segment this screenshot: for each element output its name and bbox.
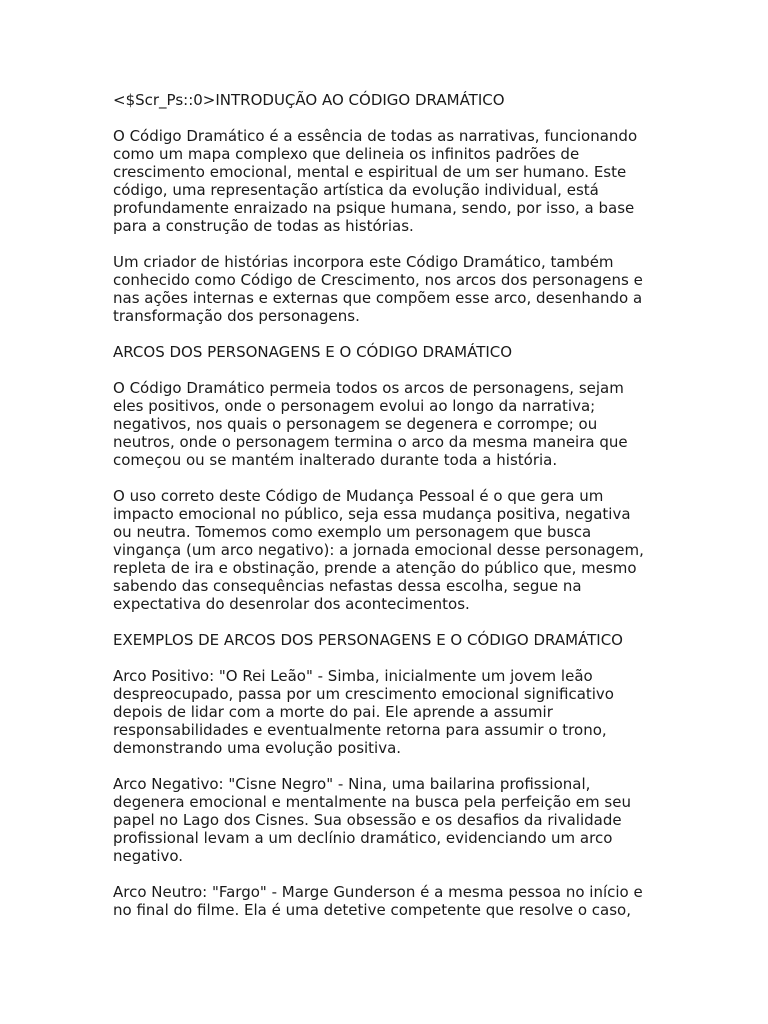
text-line: crescimento emocional, mental e espiritual de um ser humano. Este — [113, 163, 627, 181]
section-heading-introducao — [113, 91, 653, 109]
text-line: no final do filme. Ela é uma detetive competente que resolve o caso, — [113, 901, 632, 919]
text-line: nas ações internas e externas que compõem esse arco, desenhando a — [113, 289, 643, 307]
document-page — [113, 91, 653, 937]
paragraph-arco-negativo — [113, 775, 653, 865]
text-line: ou neutra. Tomemos como exemplo um personagem que busca — [113, 523, 592, 541]
section-heading-exemplos — [113, 631, 653, 649]
text-line: ARCOS DOS PERSONAGENS E O CÓDIGO DRAMÁTICO — [113, 343, 513, 361]
text-line: Arco Positivo: "O Rei Leão" - Simba, inicialmente um jovem leão — [113, 667, 593, 685]
paragraph-criador-historias — [113, 253, 653, 325]
text-line: impacto emocional no público, seja essa mudança positiva, negativa — [113, 505, 631, 523]
text-line: negativo. — [113, 847, 184, 865]
text-line: papel no Lago dos Cisnes. Sua obsessão e os desafios da rivalidade — [113, 811, 622, 829]
text-line: Arco Neutro: "Fargo" - Marge Gunderson é a mesma pessoa no início e — [113, 883, 643, 901]
paragraph-arco-neutro — [113, 883, 653, 919]
text-line: O uso correto deste Código de Mudança Pessoal é o que gera um — [113, 487, 604, 505]
text-line: degenera emocional e mentalmente na busca pela perfeição em seu — [113, 793, 631, 811]
paragraph-uso-correto — [113, 487, 653, 613]
text-line: conhecido como Código de Crescimento, nos arcos dos personagens e — [113, 271, 643, 289]
text-line: responsabilidades e eventualmente retorna para assumir o trono, — [113, 721, 607, 739]
text-line: <$Scr_Ps::0>INTRODUÇÃO AO CÓDIGO DRAMÁTICO — [113, 91, 505, 109]
text-line: profundamente enraizado na psique humana, sendo, por isso, a base — [113, 199, 635, 217]
text-line: O Código Dramático permeia todos os arcos de personagens, sejam — [113, 379, 624, 397]
text-line: vingança (um arco negativo): a jornada emocional desse personagem, — [113, 541, 644, 559]
text-line: Um criador de histórias incorpora este Código Dramático, também — [113, 253, 614, 271]
text-line: como um mapa complexo que delineia os infinitos padrões de — [113, 145, 580, 163]
text-line: demonstrando uma evolução positiva. — [113, 739, 402, 757]
text-line: neutros, onde o personagem termina o arco da mesma maneira que — [113, 433, 628, 451]
paragraph-arco-positivo — [113, 667, 653, 757]
text-line: para a construção de todas as histórias. — [113, 217, 414, 235]
text-line: transformação dos personagens. — [113, 307, 360, 325]
text-line: começou ou se mantém inalterado durante toda a história. — [113, 451, 558, 469]
text-line: eles positivos, onde o personagem evolui ao longo da narrativa; — [113, 397, 596, 415]
paragraph-permeia-arcos — [113, 379, 653, 469]
text-line: depois de lidar com a morte do pai. Ele aprende a assumir — [113, 703, 553, 721]
paragraph-codigo-dramatico — [113, 127, 653, 235]
text-line: Arco Negativo: "Cisne Negro" - Nina, uma bailarina profissional, — [113, 775, 591, 793]
text-line: negativos, nos quais o personagem se degenera e corrompe; ou — [113, 415, 598, 433]
text-line: código, uma representação artística da evolução individual, está — [113, 181, 599, 199]
section-heading-arcos — [113, 343, 653, 361]
text-line: profissional levam a um declínio dramático, evidenciando um arco — [113, 829, 613, 847]
text-line: expectativa do desenrolar dos acontecimentos. — [113, 595, 470, 613]
text-line: EXEMPLOS DE ARCOS DOS PERSONAGENS E O CÓDIGO DRAMÁTICO — [113, 631, 623, 649]
text-line: despreocupado, passa por um crescimento emocional significativo — [113, 685, 614, 703]
text-line: repleta de ira e obstinação, prende a atenção do público que, mesmo — [113, 559, 637, 577]
text-line: sabendo das consequências nefastas dessa escolha, segue na — [113, 577, 582, 595]
text-line: O Código Dramático é a essência de todas as narrativas, funcionando — [113, 127, 638, 145]
